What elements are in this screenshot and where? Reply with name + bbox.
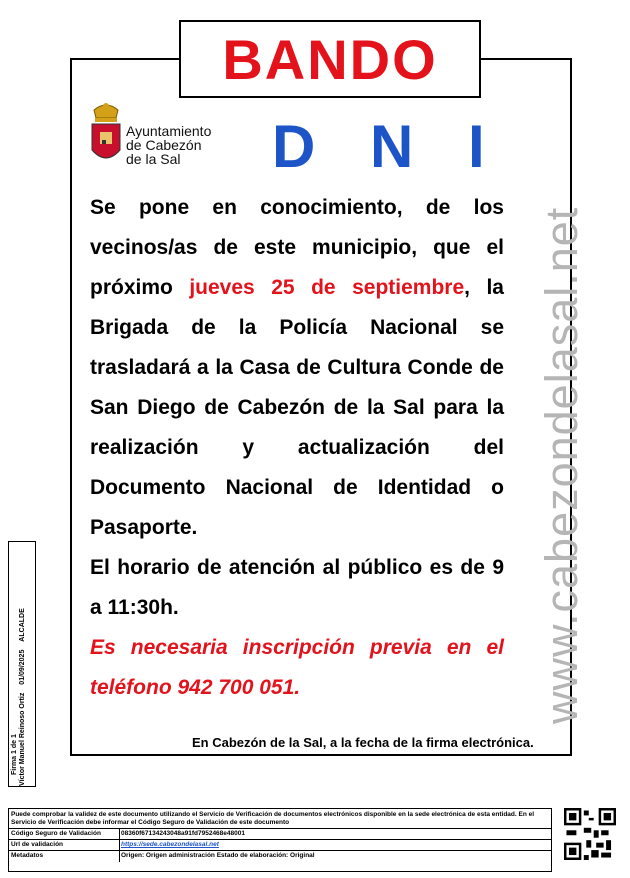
bando-title: BANDO: [222, 27, 438, 91]
stamp-role: ALCALDE: [19, 608, 26, 642]
verification-notice: Puede comprobar la validez de este documento utilizando el Servicio de Verificación de documentos electrónicos disponible en la sede electrónica de esta entidad. En el Servicio de Verificación debe informar el Código Seguro de Validación de este documento: [11, 811, 535, 826]
stamp-date: 01/09/2025: [19, 649, 26, 685]
ayuntamiento-logo: [88, 100, 228, 172]
qr-code-icon: [564, 808, 616, 860]
metadata-row: Metadatos Origen: Origen administración Estado de elaboración: Original: [9, 850, 551, 862]
metadata-value: Origen: Origen administración Estado de elaboración: Original: [121, 852, 315, 859]
notice-paragraph-1: Se pone en conocimiento, de los vecinos/as de este municipio, que el próximo jueves 25 de septiembre, la Brigada de la Policía Nacional se trasladará a la Casa de Cultura Conde de San Diego de Cabezón de la Sal para la realización y actualización del Documento Nacional de Identidad o Pasaporte.: [90, 196, 504, 539]
notice-paragraph-3: Es necesaria inscripción previa en el teléfono 942 700 051.: [90, 636, 504, 699]
notice-date: jueves 25 de septiembre: [189, 276, 465, 299]
url-row: Url de validación https://sede.cabezondelasal.net: [9, 839, 551, 851]
signature-stamp: [8, 541, 36, 787]
validation-url-link[interactable]: https://sede.cabezondelasal.net: [121, 841, 219, 848]
notice-paragraph-2: El horario de atención al público es de 9 a 11:30h.: [90, 556, 504, 619]
bando-header-box: [179, 20, 481, 98]
coat-of-arms-icon: [88, 100, 124, 172]
signature-line: En Cabezón de la Sal, a la fecha de la firma electrónica.: [192, 735, 534, 750]
csv-row: Código Seguro de Validación 08360f67134243048a91fd7952468e48001: [9, 828, 551, 840]
ayuntamiento-name: Ayuntamiento de Cabezón de la Sal: [126, 123, 212, 167]
website-watermark: www.cabezondelasal.net: [536, 206, 587, 724]
csv-value: 08360f67134243048a91fd7952468e48001: [121, 830, 245, 837]
dni-title: D N I: [272, 113, 491, 180]
notice-body: [90, 188, 504, 708]
verification-table: [8, 808, 552, 872]
stamp-firma: Firma 1 de 1: [11, 734, 18, 775]
stamp-name: Víctor Manuel Reinoso Ortiz: [19, 692, 26, 786]
